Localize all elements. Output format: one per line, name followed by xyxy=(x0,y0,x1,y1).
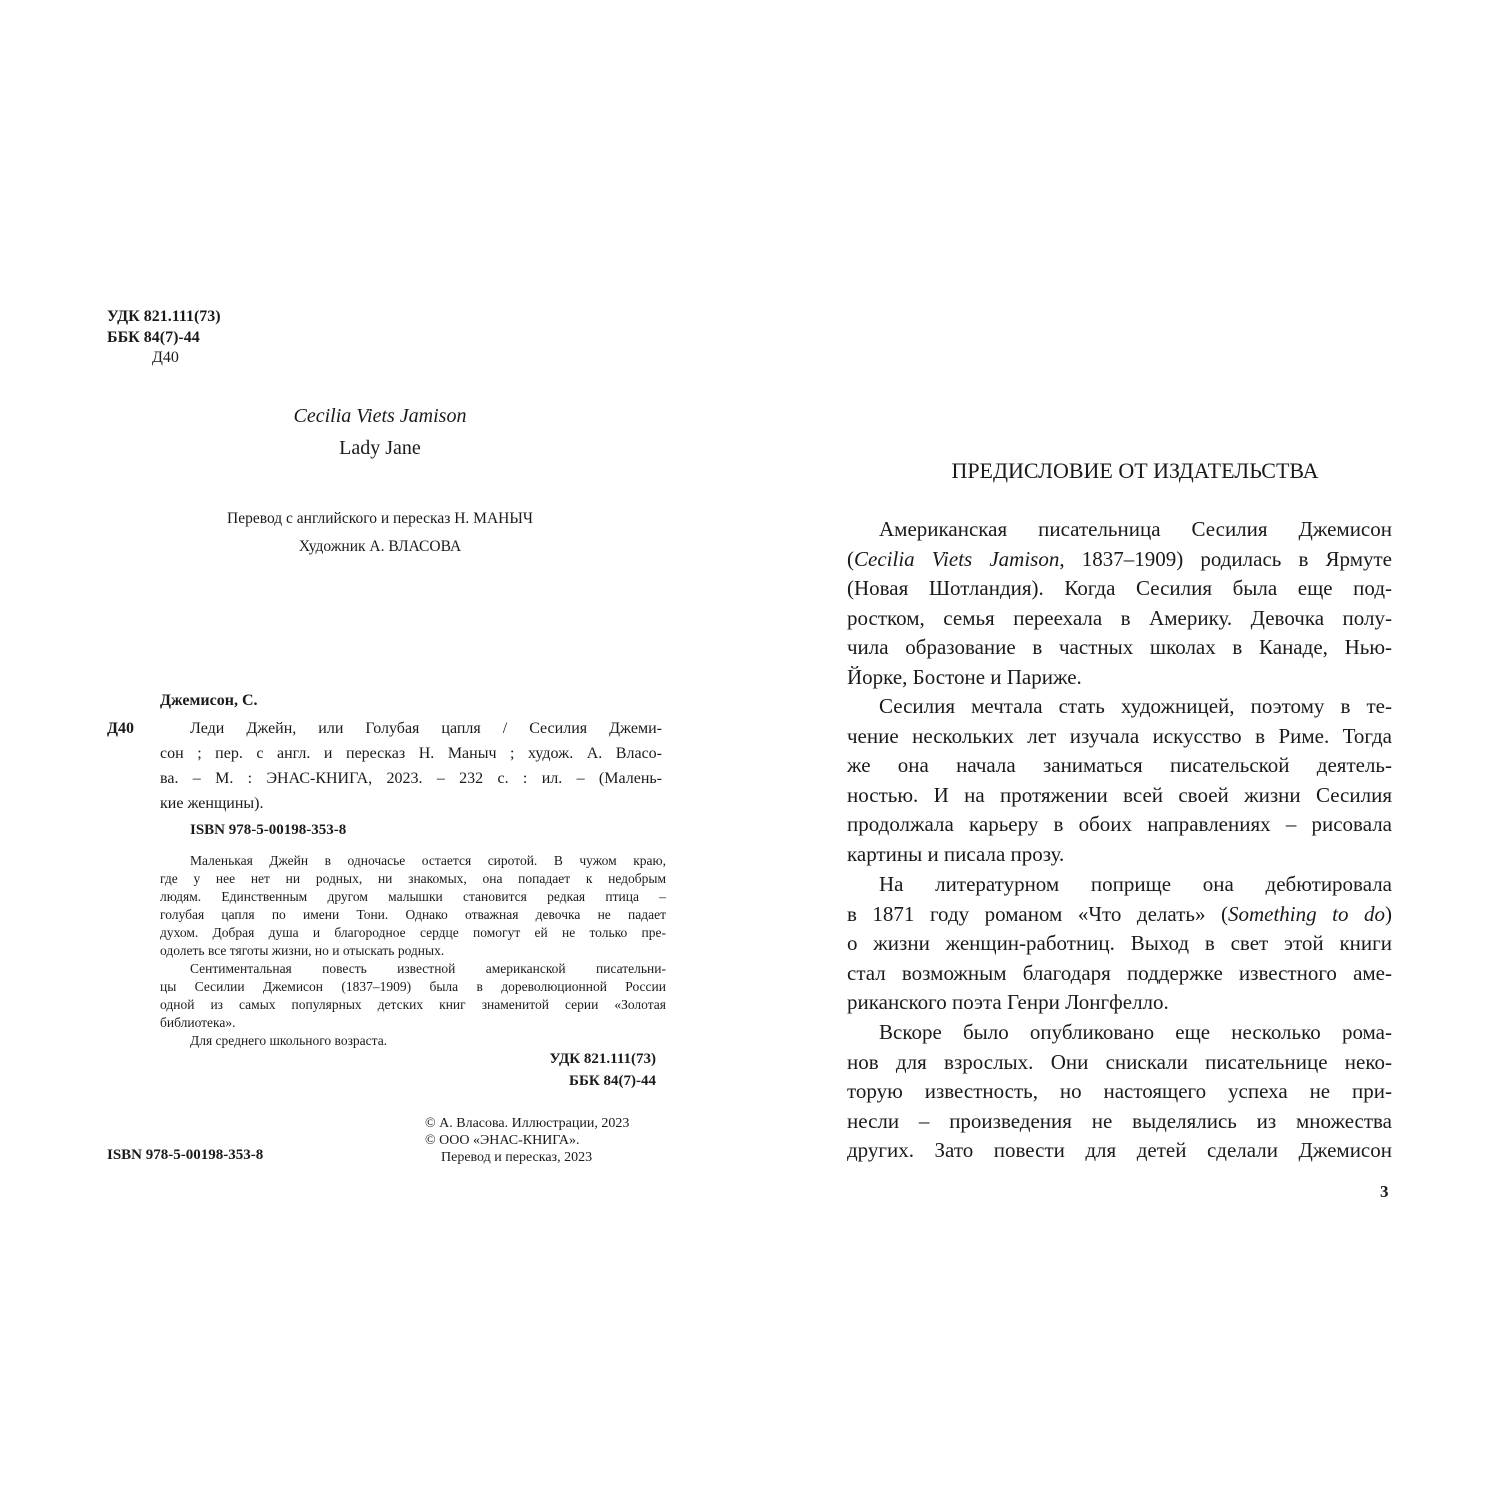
text-line: (Cecilia Viets Jamison, 1837–1909) родилась в Ярмуте xyxy=(847,546,1393,571)
text-line: чение нескольких лет изучала искусство в Риме. Тогда xyxy=(847,723,1392,748)
udk-bottom: УДК 821.111(73) xyxy=(549,1051,656,1067)
text-line: На литературном поприще она дебютировала xyxy=(879,872,1392,896)
paragraph-3 xyxy=(847,870,1392,1018)
catalog-isbn: ISBN 978-5-00198-353-8 xyxy=(190,822,347,838)
catalog-description xyxy=(160,716,662,816)
copyright-translation: Перевод и пересказ, 2023 xyxy=(441,1150,593,1165)
catalog-line: кие женщины). xyxy=(160,795,264,812)
text-line: ростком, семья переехала в Америку. Девочка полу- xyxy=(847,605,1392,630)
annotation-line: одной из самых популярных детских книг знаменитой серии «Золотая xyxy=(160,997,666,1012)
original-title: Lady Jane xyxy=(339,437,421,459)
translator-credit: Перевод с английского и пересказ Н. МАНЫЧ xyxy=(227,510,533,527)
text-line: стал возможным благодаря поддержке известного аме- xyxy=(847,960,1392,985)
text-line: других. Зато повести для детей сделали Джемисон xyxy=(847,1138,1392,1162)
text-line: о жизни женщин-работниц. Выход в свет этой книги xyxy=(847,931,1392,955)
text-line: торую известность, но настоящего успеха не при- xyxy=(847,1079,1392,1103)
catalog-code: Д40 xyxy=(107,720,135,737)
paragraph-4 xyxy=(847,1018,1392,1166)
paragraph-1 xyxy=(847,515,1392,692)
text-line: нов для взрослых. Они снискали писательнице неко- xyxy=(847,1049,1392,1074)
text-line: риканского поэта Генри Лонгфелло. xyxy=(847,990,1169,1014)
annotation-line: голубая цапля по имени Тони. Однако отважная девочка не падает xyxy=(160,907,666,922)
annotation-line: людям. Единственным другом малышки становится редкая птица – xyxy=(160,889,666,904)
catalog-author-heading: Джемисон, С. xyxy=(160,692,258,709)
annotation-line: духом. Добрая душа и благородное сердце помогут ей не только пре- xyxy=(160,925,666,940)
catalog-line: сон ; пер. с англ. и пересказ Н. Маныч ; худож. А. Власо- xyxy=(160,745,662,762)
udk-code: УДК 821.111(73) xyxy=(107,308,221,325)
text-line: Сесилия мечтала стать художницей, поэтому в те- xyxy=(879,694,1392,718)
copyright-publisher: © ООО «ЭНАС-КНИГА». xyxy=(425,1133,580,1148)
annotation-line: цы Сесилии Джемисон (1837–1909) была в дореволюционной России xyxy=(160,979,666,994)
annotation-line: где у нее нет ни родных, ни знакомых, она попадает к недобрым xyxy=(160,871,666,886)
annotation-line: Для среднего школьного возраста. xyxy=(190,1033,388,1048)
author-sign: Д40 xyxy=(152,349,179,366)
artist-credit: Художник А. ВЛАСОВА xyxy=(298,538,462,555)
catalog-line: Леди Джейн, или Голубая цапля / Сесилия Джеми- xyxy=(190,720,662,737)
text-line: (Новая Шотландия). Когда Сесилия была еще под- xyxy=(847,576,1392,600)
text-line: картины и писала прозу. xyxy=(847,841,1065,866)
text-line: чила образование в частных школах в Канаде, Нью- xyxy=(847,635,1392,659)
text-line: же она начала заниматься писательской деятель- xyxy=(847,753,1392,777)
annotation-line: Маленькая Джейн в одночасье остается сиротой. В чужом краю, xyxy=(190,853,666,868)
catalog-line: ва. – М. : ЭНАС-КНИГА, 2023. – 232 с. : ил. – (Малень- xyxy=(160,770,662,787)
copyright-illustrations: © А. Власова. Иллюстрации, 2023 xyxy=(425,1116,630,1131)
bbk-bottom: ББК 84(7)-44 xyxy=(569,1073,656,1089)
page-number: 3 xyxy=(1380,1182,1389,1201)
annotation-line: библиотека». xyxy=(160,1015,236,1030)
text-line: Американская писательница Сесилия Джемисон xyxy=(879,517,1392,541)
page-title: ПРЕДИСЛОВИЕ ОТ ИЗДАТЕЛЬСТВА xyxy=(951,458,1319,483)
annotation xyxy=(160,852,666,1050)
text-line: несли – произведения не выделялись из множества xyxy=(847,1108,1392,1133)
original-author: Cecilia Viets Jamison xyxy=(293,405,467,427)
isbn-bottom: ISBN 978-5-00198-353-8 xyxy=(107,1147,264,1163)
text-line: Вскоре было опубликовано еще несколько рома- xyxy=(879,1020,1392,1044)
text-line: Йорке, Бостоне и Париже. xyxy=(847,664,1082,689)
text-line: продолжала карьеру в обоих направлениях – рисовала xyxy=(847,812,1392,836)
annotation-line: одолеть все тяготы жизни, но и отыскать родных. xyxy=(160,943,445,958)
paragraph-2 xyxy=(847,692,1392,869)
bbk-code: ББК 84(7)-44 xyxy=(107,329,200,346)
text-line: в 1871 году романом «Что делать» (Something to do) xyxy=(847,901,1392,926)
annotation-line: Сентиментальная повесть известной американской писательни- xyxy=(190,961,666,976)
text-line: ностью. И на протяжении всей своей жизни Сесилия xyxy=(847,782,1392,807)
